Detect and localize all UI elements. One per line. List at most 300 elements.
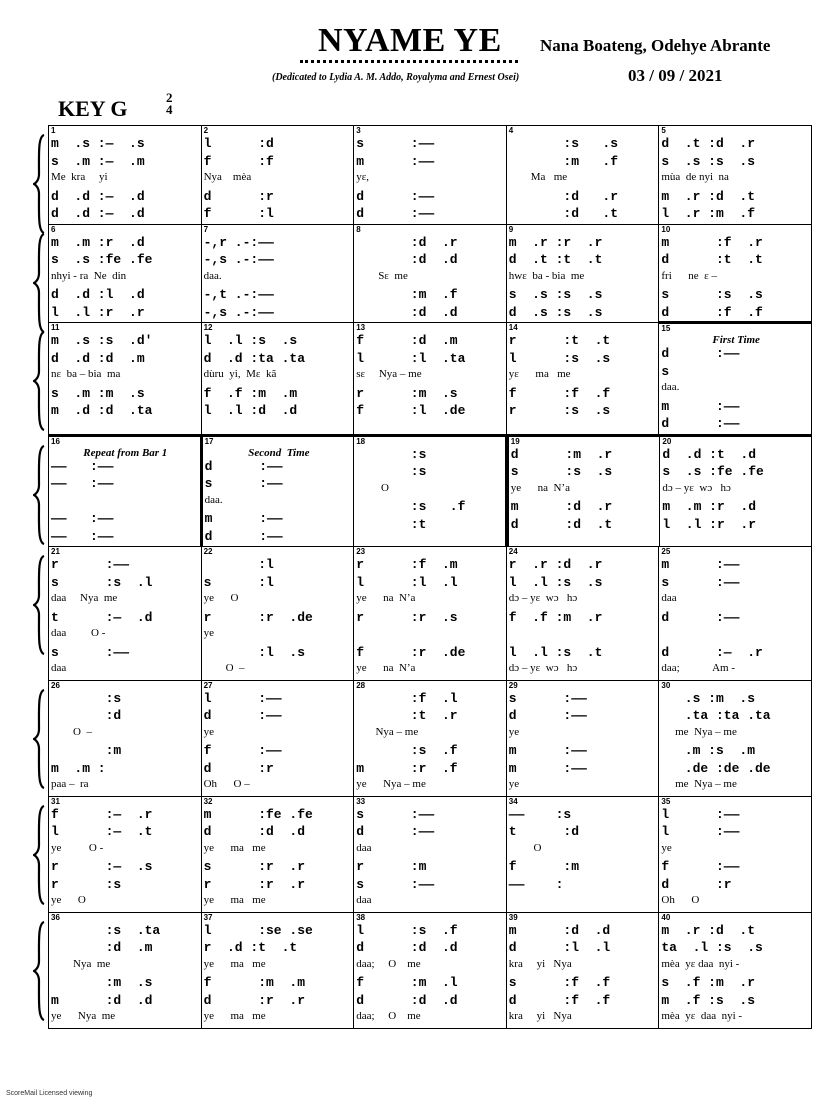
solfa-line: l :s .f [356, 922, 458, 938]
lyric-line: ye [508, 778, 520, 790]
solfa-line: m .r :r .r [508, 234, 603, 250]
lyric-line: sɛ Nya – me [356, 368, 422, 380]
solfa-line: :d .r [508, 188, 618, 204]
solfa-line: d .t :d .r [661, 136, 755, 151]
measure-number: 36 [51, 912, 60, 922]
solfa-line: s :—— [356, 876, 435, 892]
solfa-line: s .s :s .s [661, 153, 755, 169]
measure [506, 323, 659, 434]
lyric-line: Ma me [508, 171, 568, 183]
system-brace-icon [33, 805, 45, 905]
measure-number: 32 [203, 796, 213, 806]
score-system [48, 796, 812, 912]
solfa-line: l :—— [661, 824, 740, 839]
solfa-line: :s .s [508, 136, 618, 151]
solfa-line: -,t .-:—— [203, 287, 274, 302]
lyric-line: mùa de nyi na [661, 171, 729, 183]
measure-number: 3 [356, 126, 361, 135]
measure-number: 30 [661, 680, 671, 690]
solfa-line: s :—— [204, 476, 283, 491]
measure-number: 20 [662, 436, 672, 446]
solfa-line: m :—— [661, 557, 740, 572]
solfa-line: :s [51, 690, 122, 706]
solfa-line: d :d .d [356, 940, 458, 955]
solfa-line: .s :m .s [661, 690, 755, 706]
measure [506, 126, 659, 224]
solfa-line: d :f .f [661, 304, 763, 320]
lyric-line: O – [203, 662, 245, 674]
measure [49, 547, 201, 680]
solfa-line: d .d :— .d [51, 206, 145, 221]
measure-number: 31 [51, 796, 60, 806]
solfa-line: d .d :— .d [51, 188, 145, 204]
solfa-line: l :l .l [356, 574, 458, 590]
solfa-line [507, 894, 659, 912]
time-signature-bottom: 4 [166, 102, 173, 117]
solfa-line: s .s :fe .fe [51, 252, 153, 267]
performance-mark: Second Time [248, 446, 310, 459]
measure-number: 7 [203, 224, 209, 234]
solfa-line: d :m .r [510, 446, 613, 462]
solfa-line: m :d .d [51, 992, 153, 1008]
measure-number: 2 [203, 126, 209, 135]
measure-number: 15 [661, 324, 671, 333]
measure [49, 225, 201, 323]
solfa-line: :d [51, 708, 122, 723]
solfa-line: m .m :r .d [662, 499, 756, 514]
solfa-line: f :d .m [356, 333, 458, 348]
measure [658, 547, 811, 680]
measure [506, 547, 659, 680]
lyric-line: Me kra yi [51, 171, 108, 183]
solfa-line: d :— .r [661, 644, 763, 660]
solfa-line: s .m :m .s [51, 385, 145, 401]
solfa-line: l .l :s .s [508, 574, 603, 590]
solfa-line [354, 627, 506, 645]
measure [201, 681, 354, 796]
measure-number: 6 [51, 224, 56, 234]
measure [658, 797, 811, 912]
solfa-line: r :m [356, 859, 427, 874]
title-underline [300, 60, 518, 63]
solfa-line: :d .r [356, 234, 458, 250]
lyric-line: kra yi Nya [508, 1010, 572, 1022]
solfa-line: :s [356, 464, 427, 479]
measure-number: 21 [51, 547, 60, 556]
measure [201, 126, 354, 224]
solfa-line: l .l :s .t [508, 644, 603, 660]
measure [508, 437, 660, 547]
solfa-line: m :d .r [510, 499, 613, 514]
solfa-line: m .m :r .d [51, 234, 145, 250]
solfa-line: —— :—— [51, 528, 114, 544]
system-brace-icon [33, 445, 45, 545]
solfa-line: f :l [203, 206, 274, 221]
measure [353, 437, 508, 547]
score-system [48, 546, 812, 680]
lyric-line: ye ma me [203, 894, 266, 906]
solfa-line: m :—— [356, 153, 435, 169]
lyric-line: paa – ra [51, 778, 89, 790]
lyric-line: ye O [203, 592, 239, 604]
lyric-line: ye [203, 627, 214, 639]
solfa-line: m .s :s .d' [51, 333, 153, 348]
lyric-line: dɔ – yɛ wɔ hɔ [508, 592, 578, 604]
solfa-line: —— :s [508, 806, 572, 822]
measure [49, 323, 201, 434]
measure [658, 321, 811, 434]
system-brace-icon [33, 921, 45, 1021]
measure-number: 25 [661, 547, 671, 556]
solfa-line: r :s .s [508, 403, 611, 418]
lyric-line: O [508, 841, 542, 854]
solfa-line: m :—— [204, 511, 283, 526]
lyric-line: daa [356, 894, 372, 906]
solfa-line: s :—— [356, 806, 435, 822]
solfa-line [659, 627, 811, 645]
lyric-line: ye ma me [203, 841, 266, 854]
solfa-line: :s [356, 446, 427, 462]
measure-number: 37 [203, 912, 213, 922]
composer-name: Nana Boateng, Odehye Abrante [540, 36, 771, 55]
measure [506, 225, 659, 323]
measure-number: 5 [661, 126, 666, 135]
lyric-line: ye Nya – me [356, 778, 426, 790]
lyric-line: dùru yi, Mɛ kã [203, 368, 277, 380]
lyric-line: mèa yɛ daa nyi - [661, 1010, 743, 1022]
measure [353, 126, 506, 224]
score-system [48, 322, 812, 434]
measure [353, 225, 506, 323]
solfa-line: r :— .s [51, 859, 153, 874]
solfa-line: s .m :— .m [51, 153, 145, 169]
measure-number: 8 [356, 224, 361, 234]
solfa-line: l :—— [661, 806, 740, 822]
lyric-line: Nya mèa [203, 171, 252, 183]
solfa-line: :t .r [356, 708, 458, 723]
solfa-line: —— :—— [51, 511, 114, 526]
solfa-line: r :r .r [203, 876, 306, 892]
lyric-line: Oh O – [203, 778, 250, 790]
lyric-line: daa [51, 662, 67, 674]
solfa-line: s :r .r [203, 859, 306, 874]
solfa-line: —— : [508, 876, 564, 892]
solfa-line: s :f .f [508, 975, 611, 990]
solfa-line: m :—— [508, 743, 587, 758]
measure [200, 437, 354, 547]
lyric-line: ye Nya me [51, 1010, 116, 1022]
lyric-line: hwɛ ba - bia me [508, 269, 585, 282]
lyric-line: daa [661, 592, 677, 604]
solfa-line: f :l .de [356, 403, 466, 418]
measure-number: 18 [356, 436, 366, 446]
measure [201, 913, 354, 1028]
solfa-line: :s .f [356, 499, 466, 514]
solfa-line: r :—— [51, 557, 130, 572]
lyric-line: nhyi - ra Ne din [51, 269, 127, 282]
solfa-line: d .d :t .d [662, 446, 756, 462]
lyric-line: dɔ – yɛ wɔ hɔ [508, 662, 578, 674]
system-brace-icon [33, 331, 45, 431]
solfa-line: s .f :m .r [661, 975, 755, 990]
solfa-line: :s .ta [51, 922, 161, 938]
solfa-line: —— :—— [51, 458, 114, 474]
time-signature-top: 2 [166, 90, 173, 105]
measure [659, 437, 811, 547]
performance-mark: First Time [712, 334, 760, 346]
measure-number: 38 [356, 912, 366, 922]
solfa-line: s :s .l [51, 574, 153, 590]
solfa-line: r :r .de [203, 609, 313, 625]
footer-note: ScoreMail Licensed viewing [6, 1090, 93, 1097]
solfa-line: s .s :fe .fe [662, 464, 764, 479]
measure [49, 126, 201, 224]
solfa-line: :m .f [356, 287, 458, 302]
measure-number: 33 [356, 796, 366, 806]
solfa-line: r :m .s [356, 385, 458, 401]
lyric-line: me Nya – me [661, 725, 737, 738]
time-signature [166, 92, 173, 116]
solfa-line: :m [51, 743, 122, 758]
solfa-line: s :—— [508, 690, 587, 706]
lyric-line: daa. [661, 381, 680, 393]
lyric-line: daa; O me [356, 1010, 421, 1022]
lyric-line: Oh O [661, 894, 700, 906]
score-header [0, 0, 836, 130]
solfa-line: m :d .d [508, 922, 611, 938]
solfa-line: f :—— [203, 743, 282, 758]
solfa-line: f :m [508, 859, 579, 874]
solfa-line: l .l :s .s [203, 333, 298, 348]
solfa-line: f :m .l [356, 975, 458, 990]
solfa-line: f .f :m .m [203, 385, 298, 401]
lyric-line: daa [356, 841, 372, 854]
solfa-line: d :—— [661, 416, 740, 431]
solfa-line: f :r .de [356, 644, 466, 660]
solfa-line: m .f :s .s [661, 992, 755, 1008]
solfa-line: s :—— [661, 574, 740, 590]
solfa-line: d .s :s .s [508, 304, 603, 320]
solfa-line: l .r :m .f [661, 206, 755, 221]
solfa-line: l :l .ta [356, 350, 466, 366]
solfa-line: m .r :d .t [661, 188, 755, 204]
measure-number: 4 [508, 126, 514, 135]
lyric-line: O – [51, 725, 92, 738]
lyric-line: me Nya – me [661, 778, 737, 790]
solfa-line [49, 494, 200, 512]
measure-number: 12 [203, 323, 213, 332]
measure-number: 24 [508, 547, 518, 556]
measure [201, 547, 354, 680]
solfa-line: t :d [508, 824, 579, 839]
solfa-line: :d .t [508, 206, 618, 221]
measure [353, 681, 506, 796]
lyric-line: kra yi Nya [508, 957, 572, 970]
score-system [48, 912, 812, 1029]
solfa-line: m :—— [508, 760, 587, 776]
solfa-line: -,s .-:—— [203, 252, 274, 267]
measure [201, 225, 354, 323]
solfa-line: m :r .f [356, 760, 458, 776]
solfa-line: f :—— [661, 859, 740, 874]
lyric-line: nɛ ba – bia ma [51, 368, 121, 380]
measure-number: 35 [661, 796, 671, 806]
solfa-line: m :fe .fe [203, 806, 313, 822]
measure [658, 126, 811, 224]
solfa-line: l :d [203, 136, 274, 151]
solfa-line: l :s .s [508, 350, 611, 366]
solfa-line: f .f :m .r [508, 609, 603, 625]
measure [658, 225, 811, 323]
solfa-line: s .s :s .s [508, 287, 603, 302]
solfa-line: l .l :d .d [203, 403, 298, 418]
solfa-line: d :—— [356, 206, 435, 221]
score-body [48, 125, 812, 1029]
lyric-line: Sɛ me [356, 269, 408, 282]
solfa-line: f :f .f [508, 385, 611, 401]
measure-number: 19 [510, 436, 520, 446]
measure [353, 913, 506, 1028]
lyric-line: yɛ, [356, 171, 370, 183]
score-system [48, 680, 812, 796]
measure [658, 681, 811, 796]
solfa-line: d :r [203, 760, 274, 776]
solfa-line: l .l :r .r [662, 516, 756, 532]
score-system [48, 434, 812, 547]
solfa-line: :s .f [356, 743, 458, 758]
lyric-line: ye [508, 725, 520, 738]
solfa-line: .ta :ta .ta [661, 708, 771, 723]
measure [353, 323, 506, 434]
solfa-line: d :—— [356, 188, 435, 204]
measure-number: 11 [51, 323, 60, 332]
solfa-line: s :s .s [661, 287, 763, 302]
solfa-line: d :—— [661, 609, 740, 625]
solfa-line: s [661, 363, 670, 379]
lyric-line: daa; Am - [661, 662, 736, 674]
solfa-line: d :—— [661, 346, 740, 361]
solfa-line: s :s .s [510, 464, 613, 479]
lyric-line: daa. [203, 269, 222, 282]
measure-number: 1 [51, 126, 56, 135]
solfa-line [507, 627, 659, 645]
solfa-line: m :—— [661, 398, 740, 414]
measure-number: 39 [508, 912, 518, 922]
measure [201, 323, 354, 434]
solfa-line: m .d :d .ta [51, 403, 153, 418]
score-system [48, 224, 812, 323]
measure [353, 797, 506, 912]
system-brace-icon [33, 233, 45, 333]
lyric-line: ye ma me [203, 957, 266, 970]
lyric-line: Nya – me [356, 725, 419, 738]
lyric-line: ye O - [51, 841, 104, 854]
solfa-line: :f .l [356, 690, 458, 706]
dedication-text: (Dedicated to Lydia A. M. Addo, Royalyma and Ernest Osei) [272, 72, 520, 83]
solfa-line: m .s :— .s [51, 136, 145, 151]
lyric-line: daa O - [51, 627, 106, 639]
measure-number: 29 [508, 680, 518, 690]
lyric-line: mèa yɛ daa nyi - [661, 957, 740, 970]
solfa-line: r :t .t [508, 333, 611, 348]
lyric-line: Nya me [51, 957, 111, 970]
lyric-line: ye na N’a [356, 662, 416, 674]
solfa-line: d :r [661, 876, 732, 892]
measure-number: 40 [661, 912, 671, 922]
solfa-line: d :d .d [203, 824, 306, 839]
solfa-line: d :—— [356, 824, 435, 839]
system-brace-icon [33, 555, 45, 655]
measure-number: 27 [203, 680, 213, 690]
solfa-line: s :—— [51, 644, 130, 660]
solfa-line: .m :s .m [661, 743, 755, 758]
solfa-line: d .t :t .t [508, 252, 603, 267]
solfa-line: l :—— [203, 690, 282, 706]
solfa-line: r :f .m [356, 557, 458, 572]
score-system [48, 125, 812, 224]
measure-number: 13 [356, 323, 366, 332]
key-signature: KEY G [58, 96, 128, 121]
solfa-line: d .d :ta .ta [203, 350, 306, 366]
solfa-line: l :— .t [51, 824, 153, 839]
solfa-line: —— :—— [51, 476, 114, 491]
solfa-line: r :r .s [356, 609, 458, 625]
solfa-line: d .d :l .d [51, 287, 145, 302]
song-title: NYAME YE [318, 22, 502, 59]
solfa-line: :d .d [356, 304, 458, 320]
solfa-line: d :r .r [203, 992, 306, 1008]
solfa-line: d .d :d .m [51, 350, 145, 366]
solfa-line: r :s [51, 876, 122, 892]
measure [506, 913, 659, 1028]
measure [49, 437, 200, 547]
solfa-line: d :d .d [356, 992, 458, 1008]
lyric-line: dɔ – yɛ wɔ hɔ [662, 481, 731, 494]
solfa-line: m .m : [51, 760, 106, 776]
solfa-line: -,r .-:—— [203, 234, 274, 250]
performance-mark: Repeat from Bar 1 [83, 446, 168, 459]
solfa-line: :l [203, 557, 274, 572]
solfa-line: d :—— [204, 458, 283, 474]
solfa-line: d :r [203, 188, 274, 204]
lyric-line: fri ne ɛ – [661, 269, 718, 282]
lyric-line: ye [661, 841, 672, 854]
measure [506, 797, 659, 912]
solfa-line: l :se .se [203, 922, 313, 938]
lyric-line: ye O [51, 894, 86, 906]
measure [201, 797, 354, 912]
measure-number: 14 [508, 323, 518, 332]
solfa-line: :m .s [51, 975, 153, 990]
measure [658, 913, 811, 1028]
lyric-line: daa; O me [356, 957, 421, 970]
system-brace-icon [33, 689, 45, 789]
solfa-line: d :d .t [510, 516, 613, 532]
solfa-line: m .r :d .t [661, 922, 755, 938]
measure [353, 547, 506, 680]
solfa-line: f :m .m [203, 975, 306, 990]
measure [49, 797, 201, 912]
solfa-line: f :— .r [51, 806, 153, 822]
system-brace-icon [33, 134, 45, 234]
solfa-line: f :f [203, 153, 274, 169]
solfa-line: d :—— [204, 528, 283, 544]
composition-date: 03 / 09 / 2021 [628, 66, 723, 85]
lyric-line: daa Nya me [51, 592, 118, 604]
solfa-line: d :f .f [508, 992, 611, 1008]
solfa-line: d :—— [203, 708, 282, 723]
solfa-line: l .l :r .r [51, 304, 145, 320]
